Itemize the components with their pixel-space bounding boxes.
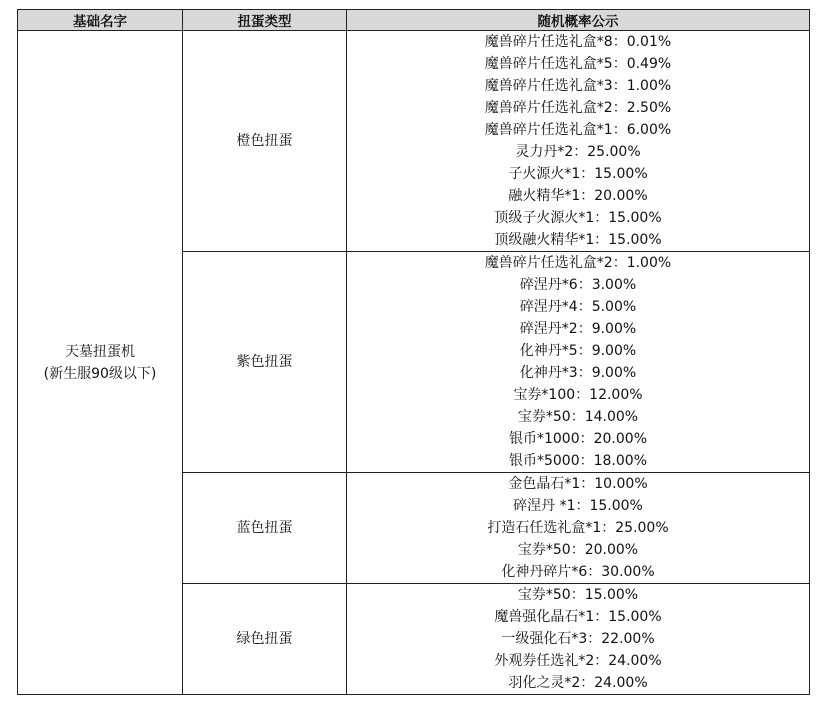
- list-item: 打造石任选礼盒*1：25.00%: [487, 520, 669, 536]
- list-item: 魔兽碎片任选礼盒*3：1.00%: [484, 78, 672, 94]
- list-item: 顶级融火精华*1：15.00%: [494, 232, 662, 248]
- list-item: 魔兽碎片任选礼盒*5：0.49%: [484, 56, 672, 72]
- header-capsule-type: 扭蛋类型: [183, 10, 347, 31]
- list-item: 化神丹碎片*6：30.00%: [501, 564, 655, 580]
- item-list-blue: [347, 473, 810, 584]
- item-list-purple: [347, 252, 810, 473]
- list-item: 化神丹*5：9.00%: [519, 343, 637, 359]
- list-item: 魔兽强化晶石*1：15.00%: [494, 609, 662, 625]
- list-item: 顶级子火源火*1：15.00%: [494, 210, 662, 226]
- list-item: 羽化之灵*2：24.00%: [508, 675, 648, 691]
- list-item: 魔兽碎片任选礼盒*1：6.00%: [484, 122, 672, 138]
- list-item: 金色晶石*1：10.00%: [508, 476, 648, 492]
- list-item: 碎涅丹*6：3.00%: [519, 277, 637, 293]
- list-item: 子火源火*1：15.00%: [508, 166, 648, 182]
- header-base-name: 基础名字: [18, 10, 183, 31]
- list-item: 宝券*50：14.00%: [517, 409, 639, 425]
- machine-name-cell: [18, 31, 183, 695]
- table-body: [18, 31, 810, 695]
- list-item: 宝券*50：20.00%: [517, 542, 639, 558]
- list-item: 一级强化石*3：22.00%: [501, 631, 655, 647]
- list-item: 碎涅丹*4：5.00%: [519, 299, 637, 315]
- list-item: 魔兽碎片任选礼盒*2：2.50%: [484, 100, 672, 116]
- list-item: 外观券任选礼*2：24.00%: [494, 653, 662, 669]
- table-row: [18, 31, 810, 252]
- capsule-type-orange: 橙色扭蛋: [183, 31, 347, 252]
- machine-note: (新生服90级以下): [43, 365, 157, 382]
- header-row: [18, 10, 810, 31]
- list-item: 宝券*100：12.00%: [513, 387, 643, 403]
- item-list-orange: [347, 31, 810, 252]
- list-item: 碎涅丹*2：9.00%: [519, 321, 637, 337]
- list-item: 灵力丹*2：25.00%: [515, 144, 641, 160]
- list-item: 化神丹*3：9.00%: [519, 365, 637, 381]
- list-item: 魔兽碎片任选礼盒*2：1.00%: [484, 255, 672, 271]
- list-item: 魔兽碎片任选礼盒*8：0.01%: [484, 34, 672, 50]
- capsule-type-green: 绿色扭蛋: [183, 584, 347, 695]
- header-probability: 随机概率公示: [347, 10, 810, 31]
- capsule-type-purple: 紫色扭蛋: [183, 252, 347, 473]
- machine-name: 天墓扭蛋机: [65, 343, 135, 360]
- list-item: 银币*1000：20.00%: [508, 431, 647, 447]
- list-item: 碎涅丹 *1：15.00%: [513, 498, 643, 514]
- item-list-green: [347, 584, 810, 695]
- capsule-type-blue: 蓝色扭蛋: [183, 473, 347, 584]
- list-item: 宝券*50：15.00%: [517, 587, 639, 603]
- list-item: 融火精华*1：20.00%: [508, 188, 648, 204]
- list-item: 银币*5000：18.00%: [508, 453, 647, 469]
- probability-table: [17, 9, 810, 695]
